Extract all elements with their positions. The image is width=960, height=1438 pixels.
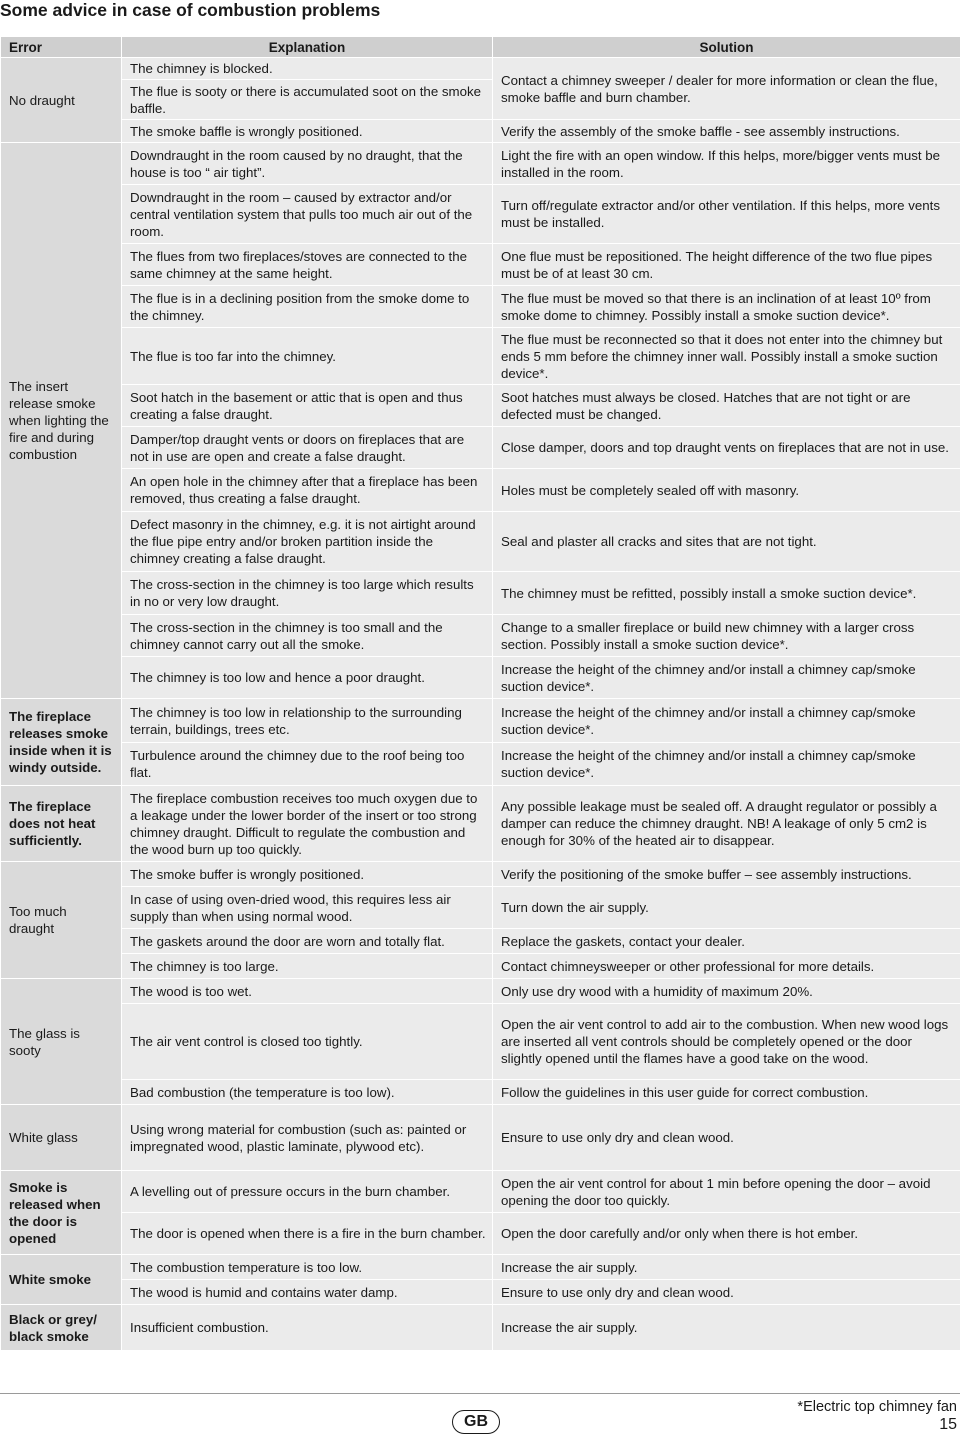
- explanation-cell: Using wrong material for combustion (such as: painted or impregnated wood, plastic laminate, plywood etc).: [122, 1105, 493, 1171]
- table-row: [1, 143, 960, 185]
- table-row: [1, 615, 960, 657]
- page-title: Some advice in case of combustion problems: [0, 0, 381, 20]
- explanation-cell: The chimney is too low and hence a poor draught.: [122, 657, 493, 699]
- solution-cell: Soot hatches must always be closed. Hatches that are not tight or are defected must be changed.: [493, 385, 960, 427]
- explanation-cell: The wood is humid and contains water damp.: [122, 1280, 493, 1305]
- solution-cell: Turn down the air supply.: [493, 887, 960, 929]
- solution-cell: Contact a chimney sweeper / dealer for more information or clean the flue, smoke baffle and burn chamber.: [493, 58, 960, 120]
- table-row: [1, 929, 960, 954]
- explanation-cell: The wood is too wet.: [122, 979, 493, 1004]
- explanation-cell: Downdraught in the room – caused by extractor and/or central ventilation system that pulls too much air out of the room.: [122, 185, 493, 244]
- table-row: [1, 469, 960, 512]
- explanation-cell: The chimney is blocked.: [122, 58, 493, 80]
- table-row: [1, 1213, 960, 1255]
- table-row: [1, 1080, 960, 1105]
- error-cell: Black or grey/ black smoke: [1, 1305, 122, 1351]
- table-row: [1, 328, 960, 385]
- explanation-cell: Bad combustion (the temperature is too low).: [122, 1080, 493, 1105]
- solution-cell: Increase the height of the chimney and/or install a chimney cap/smoke suction device*.: [493, 699, 960, 743]
- explanation-cell: Soot hatch in the basement or attic that is open and thus creating a false draught.: [122, 385, 493, 427]
- error-cell: White glass: [1, 1105, 122, 1171]
- table-row: [1, 1305, 960, 1351]
- explanation-cell: The smoke buffer is wrongly positioned.: [122, 862, 493, 887]
- explanation-cell: The combustion temperature is too low.: [122, 1255, 493, 1280]
- solution-cell: Any possible leakage must be sealed off. A draught regulator or possibly a damper can reduce the chimney draught. NB! A leakage of only 5 cm2 is enough for 30% of the heated air to disappear.: [493, 786, 960, 862]
- table-row: [1, 120, 960, 143]
- table-header-row: [1, 37, 960, 58]
- explanation-cell: Defect masonry in the chimney, e.g. it is not airtight around the flue pipe entry and/or broken partition inside the chimney creating a false draught.: [122, 512, 493, 572]
- table-row: [1, 786, 960, 862]
- explanation-cell: The cross-section in the chimney is too small and the chimney cannot carry out all the smoke.: [122, 615, 493, 657]
- solution-cell: Holes must be completely sealed off with masonry.: [493, 469, 960, 512]
- solution-cell: The flue must be moved so that there is an inclination of at least 10º from smoke dome to chimney. Possibly install a smoke suction device*.: [493, 286, 960, 328]
- solution-cell: Seal and plaster all cracks and sites that are not tight.: [493, 512, 960, 572]
- page-number: 15: [939, 1416, 957, 1433]
- explanation-cell: Insufficient combustion.: [122, 1305, 493, 1351]
- solution-cell: Ensure to use only dry and clean wood.: [493, 1105, 960, 1171]
- table-row: [1, 58, 960, 80]
- table-row: [1, 657, 960, 699]
- solution-cell: One flue must be repositioned. The height difference of the two flue pipes must be of at least 30 cm.: [493, 244, 960, 286]
- solution-cell: Ensure to use only dry and clean wood.: [493, 1280, 960, 1305]
- table-row: [1, 185, 960, 244]
- troubleshooting-table: [0, 36, 960, 1351]
- explanation-cell: The fireplace combustion receives too much oxygen due to a leakage under the lower border of the insert or too strong chimney draught. Difficult to regulate the combustion and the wood burn up too quickly.: [122, 786, 493, 862]
- solution-cell: Follow the guidelines in this user guide for correct combustion.: [493, 1080, 960, 1105]
- table-row: [1, 862, 960, 887]
- explanation-cell: In case of using oven-dried wood, this requires less air supply than when using normal wood.: [122, 887, 493, 929]
- table-row: [1, 743, 960, 786]
- solution-cell: Turn off/regulate extractor and/or other ventilation. If this helps, more vents must be installed.: [493, 185, 960, 244]
- explanation-cell: The chimney is too low in relationship to the surrounding terrain, buildings, trees etc.: [122, 699, 493, 743]
- solution-cell: Change to a smaller fireplace or build new chimney with a larger cross section. Possibly install a smoke suction device*.: [493, 615, 960, 657]
- footnote: *Electric top chimney fan: [797, 1399, 957, 1415]
- explanation-cell: Downdraught in the room caused by no draught, that the house is too “ air tight”.: [122, 143, 493, 185]
- explanation-cell: A levelling out of pressure occurs in the burn chamber.: [122, 1171, 493, 1213]
- table-row: [1, 1171, 960, 1213]
- solution-cell: Replace the gaskets, contact your dealer.: [493, 929, 960, 954]
- error-cell: Smoke is released when the door is opened: [1, 1171, 122, 1255]
- solution-cell: Increase the air supply.: [493, 1305, 960, 1351]
- explanation-cell: The gaskets around the door are worn and totally flat.: [122, 929, 493, 954]
- table-row: [1, 1004, 960, 1080]
- table-row: [1, 1105, 960, 1171]
- table-row: [1, 286, 960, 328]
- table-row: [1, 427, 960, 469]
- error-cell: The fireplace releases smoke inside when it is windy outside.: [1, 699, 122, 786]
- column-header-error: Error: [1, 37, 122, 58]
- table-row: [1, 385, 960, 427]
- solution-cell: Verify the positioning of the smoke buffer – see assembly instructions.: [493, 862, 960, 887]
- table-row: [1, 572, 960, 615]
- error-cell: The glass is sooty: [1, 979, 122, 1105]
- explanation-cell: Damper/top draught vents or doors on fireplaces that are not in use are open and create a false draught.: [122, 427, 493, 469]
- explanation-cell: The chimney is too large.: [122, 954, 493, 979]
- language-badge: GB: [452, 1410, 500, 1434]
- explanation-cell: The smoke baffle is wrongly positioned.: [122, 120, 493, 143]
- solution-cell: Increase the height of the chimney and/or install a chimney cap/smoke suction device*.: [493, 743, 960, 786]
- table-row: [1, 699, 960, 743]
- error-cell: No draught: [1, 58, 122, 143]
- column-header-solution: Solution: [493, 37, 960, 58]
- explanation-cell: The flues from two fireplaces/stoves are connected to the same chimney at the same height.: [122, 244, 493, 286]
- footer-divider: [0, 1393, 960, 1394]
- table-row: [1, 979, 960, 1004]
- error-cell: The insert release smoke when lighting the fire and during combustion: [1, 143, 122, 699]
- explanation-cell: The door is opened when there is a fire in the burn chamber.: [122, 1213, 493, 1255]
- explanation-cell: The flue is too far into the chimney.: [122, 328, 493, 385]
- solution-cell: Increase the height of the chimney and/or install a chimney cap/smoke suction device*.: [493, 657, 960, 699]
- explanation-cell: An open hole in the chimney after that a fireplace has been removed, thus creating a false draught.: [122, 469, 493, 512]
- solution-cell: Open the air vent control to add air to the combustion. When new wood logs are inserted all vent controls should be completely opened or the door slightly opened until the flames have a good take on the wood.: [493, 1004, 960, 1080]
- table-row: [1, 244, 960, 286]
- solution-cell: Verify the assembly of the smoke baffle - see assembly instructions.: [493, 120, 960, 143]
- error-cell: White smoke: [1, 1255, 122, 1305]
- solution-cell: Contact chimneysweeper or other professional for more details.: [493, 954, 960, 979]
- solution-cell: Open the air vent control for about 1 min before opening the door – avoid opening the door too quickly.: [493, 1171, 960, 1213]
- error-cell: Too much draught: [1, 862, 122, 979]
- explanation-cell: The air vent control is closed too tightly.: [122, 1004, 493, 1080]
- table-row: [1, 887, 960, 929]
- explanation-cell: The flue is sooty or there is accumulated soot on the smoke baffle.: [122, 80, 493, 120]
- explanation-cell: The flue is in a declining position from the smoke dome to the chimney.: [122, 286, 493, 328]
- column-header-explanation: Explanation: [122, 37, 493, 58]
- solution-cell: Close damper, doors and top draught vents on fireplaces that are not in use.: [493, 427, 960, 469]
- error-cell: The fireplace does not heat sufficiently.: [1, 786, 122, 862]
- solution-cell: Increase the air supply.: [493, 1255, 960, 1280]
- explanation-cell: Turbulence around the chimney due to the roof being too flat.: [122, 743, 493, 786]
- explanation-cell: The cross-section in the chimney is too large which results in no or very low draught.: [122, 572, 493, 615]
- solution-cell: Open the door carefully and/or only when there is hot ember.: [493, 1213, 960, 1255]
- solution-cell: The flue must be reconnected so that it does not enter into the chimney but ends 5 mm before the chimney inner wall. Possibly install a smoke suction device*.: [493, 328, 960, 385]
- solution-cell: Only use dry wood with a humidity of maximum 20%.: [493, 979, 960, 1004]
- table-row: [1, 512, 960, 572]
- solution-cell: The chimney must be refitted, possibly install a smoke suction device*.: [493, 572, 960, 615]
- solution-cell: Light the fire with an open window. If this helps, more/bigger vents must be installed in the room.: [493, 143, 960, 185]
- table-row: [1, 954, 960, 979]
- table-row: [1, 1255, 960, 1280]
- table-row: [1, 1280, 960, 1305]
